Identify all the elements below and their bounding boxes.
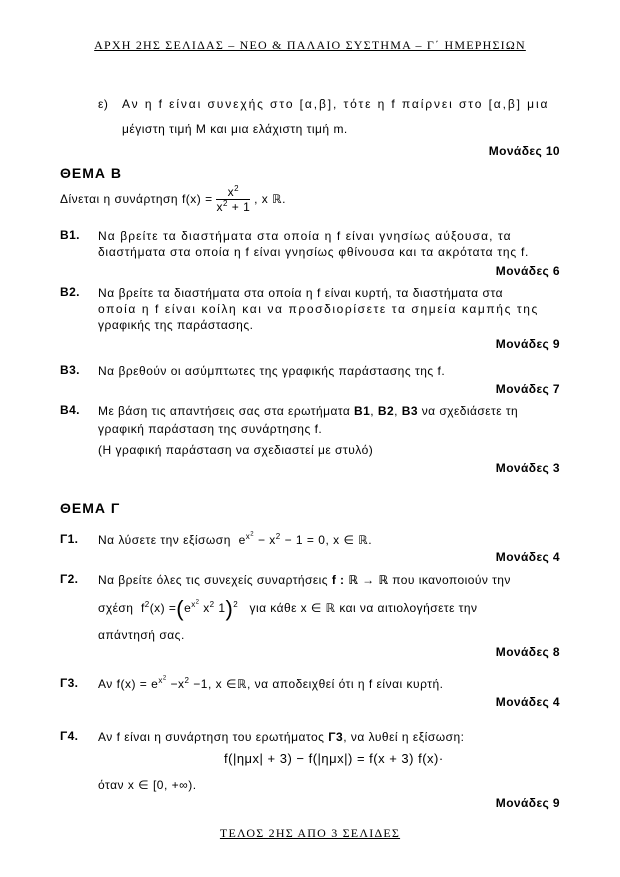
b4-ref-b3: Β3 (401, 404, 418, 418)
b2-line2: οποία η f είναι κοίλη και να προσδιορίσετε τα σημεία καμπής της (98, 302, 539, 316)
g2-open-paren: ( (176, 595, 185, 621)
item-e-marks: Μονάδες 10 (488, 144, 560, 158)
theme-b-title: ΘΕΜΑ Β (60, 165, 122, 181)
g1-marks: Μονάδες 4 (495, 550, 560, 564)
g2-line1-pre: Να βρείτε όλες τις συνεχείς συναρτήσεις (98, 573, 329, 587)
g1-eq-rest-exp: 2 (275, 532, 281, 541)
g2-rel-e-exp-2: 2 (195, 599, 200, 606)
g3-function (117, 677, 247, 691)
b4-line2: γραφική παράσταση της συνάρτησης f. (98, 422, 323, 436)
theme-b-denominator: x (216, 200, 223, 215)
g4-line1-pre: Αν f είναι η συνάρτηση του ερωτήματος (98, 730, 329, 744)
theme-b-intro (60, 182, 286, 216)
g1-text: Να λύσετε την εξίσωση (98, 533, 231, 547)
g2-label: Γ2. (60, 572, 79, 586)
g3-exp-2: 2 (162, 675, 167, 682)
item-e-line2: μέγιστη τιμή Μ και μια ελάχιστη τιμή m. (122, 122, 348, 136)
b4-ref-b1: Β1 (354, 404, 371, 418)
b3-label: Β3. (60, 363, 80, 377)
g1-eq-exp-x: x (245, 532, 251, 541)
g2-line2 (98, 595, 478, 621)
g2-close-paren: ) (225, 595, 234, 621)
theme-b-fraction (216, 185, 250, 214)
g2-rel-mid-exp: 2 (209, 600, 215, 609)
g1-eq-exp-2: 2 (250, 531, 255, 538)
b3-line1: Να βρεθούν οι ασύμπτωτες της γραφικής παράστασης της f. (98, 364, 446, 378)
g2-rel-end: 1 (214, 601, 226, 615)
theme-g-title: ΘΕΜΑ Γ (60, 500, 121, 516)
g1-eq-e: e (238, 533, 246, 547)
g2-line1 (98, 572, 511, 588)
g2-line3: απάντησή σας. (98, 628, 185, 642)
b4-label: Β4. (60, 403, 80, 417)
b4-line1-post: να σχεδιάσετε τη (417, 404, 519, 418)
g3-line (98, 676, 443, 692)
g3-func: f(x) = e (116, 677, 159, 691)
b4-sep2: , (394, 404, 402, 418)
b4-ref-b2: Β2 (377, 404, 395, 418)
g2-line1-post: που ικανοποιούν την (392, 573, 511, 587)
g2-marks: Μονάδες 8 (495, 645, 560, 659)
b2-label: Β2. (60, 285, 80, 299)
g2-relation (137, 595, 239, 621)
g2-rel-lhs: f (140, 601, 145, 615)
theme-b-num-exp: 2 (234, 184, 240, 194)
b2-line3: γραφικής της παράστασης. (98, 318, 254, 332)
g1-label: Γ1. (60, 532, 79, 546)
page-header: ΑΡΧΗ 2ΗΣ ΣΕΛΙΔΑΣ – ΝΕΟ & ΠΑΛΑΙΟ ΣΥΣΤΗΜΑ – Γ΄ ΗΜΕΡΗΣΙΩΝ (94, 38, 526, 52)
g3-mid-exp: 2 (184, 676, 190, 685)
theme-b-numerator: x (227, 185, 235, 200)
item-e-label: ε) (98, 97, 109, 111)
g4-line1-post: , να λυθεί η εξίσωση: (343, 730, 465, 744)
g4-ref: Γ3 (328, 730, 344, 744)
b4-line1 (98, 403, 518, 419)
item-e-line1: Αν η f είναι συνεχής στο [α,β], τότε η f παίρνει στο [α,β] μια (122, 97, 550, 111)
g3-mid: −x (166, 677, 185, 691)
b1-line1: Να βρείτε τα διαστήματα στα οποία η f είναι γνησίως αύξουσα, τα (98, 229, 512, 243)
g2-line2-post: για κάθε x ∈ ℝ και να αιτιολογήσετε την (249, 601, 478, 615)
g3-pre: Αν (98, 677, 113, 691)
b4-line3: (Η γραφική παράσταση να σχεδιαστεί με στυλό) (98, 443, 374, 457)
g1-eq-rest: − x (254, 533, 276, 547)
g2-rel-lhs2: (x) = (149, 601, 177, 615)
g3-post: , να αποδειχθεί ότι η f είναι κυρτή. (246, 677, 444, 691)
page-footer: ΤΕΛΟΣ 2ΗΣ ΑΠΟ 3 ΣΕΛΙΔΕΣ (219, 826, 401, 840)
g1-eq-tail: − 1 = 0, x ∈ ℝ. (280, 533, 373, 547)
theme-b-domain: , x ℝ. (254, 192, 286, 206)
b1-marks: Μονάδες 6 (495, 264, 560, 278)
g2-rel-e-exp-x: x (191, 600, 196, 609)
b4-line1-pre: Με βάση τις απαντήσεις σας στα ερωτήματα (98, 404, 355, 418)
g1-line (98, 532, 372, 548)
b1-line2: διαστήματα στα οποία η f είναι γνησίως φθίνουσα και τα ακρότατα της f. (98, 245, 530, 259)
g3-exp-x: x (158, 676, 163, 685)
theme-b-denominator-rest: + 1 (227, 200, 251, 215)
g4-line1 (98, 729, 465, 745)
b3-marks: Μονάδες 7 (495, 382, 560, 396)
g1-equation (235, 533, 372, 547)
theme-b-function-lhs: f(x) = (181, 192, 213, 206)
g3-marks: Μονάδες 4 (495, 695, 560, 709)
g2-map: f : ℝ → ℝ (331, 573, 389, 587)
theme-b-den-exp: 2 (222, 199, 228, 209)
g4-marks: Μονάδες 9 (495, 796, 560, 810)
g2-rel-mid: x (199, 601, 210, 615)
b2-marks: Μονάδες 9 (495, 337, 560, 351)
g2-rel-outer-exp: 2 (233, 600, 239, 609)
g4-label: Γ4. (60, 729, 79, 743)
g2-rel-lhs-exp: 2 (144, 600, 150, 609)
g3-tail: −1, x ∈ℝ (189, 677, 247, 691)
g2-rel-e: e (184, 601, 192, 615)
b4-marks: Μονάδες 3 (495, 461, 560, 475)
g3-label: Γ3. (60, 676, 79, 690)
b1-label: Β1. (60, 228, 80, 242)
b4-sep1: , (370, 404, 378, 418)
b2-line1: Να βρείτε τα διαστήματα στα οποία η f είναι κυρτή, τα διαστήματα στα (98, 286, 504, 300)
g2-line2-pre: σχέση (98, 601, 134, 615)
theme-b-intro-prefix: Δίνεται η συνάρτηση (60, 192, 179, 206)
g4-equation: f(|ημx| + 3) − f(|ημx|) = f(x + 3) f(x)· (224, 751, 444, 766)
g4-line3: όταν x ∈ [0, +∞). (98, 778, 197, 792)
